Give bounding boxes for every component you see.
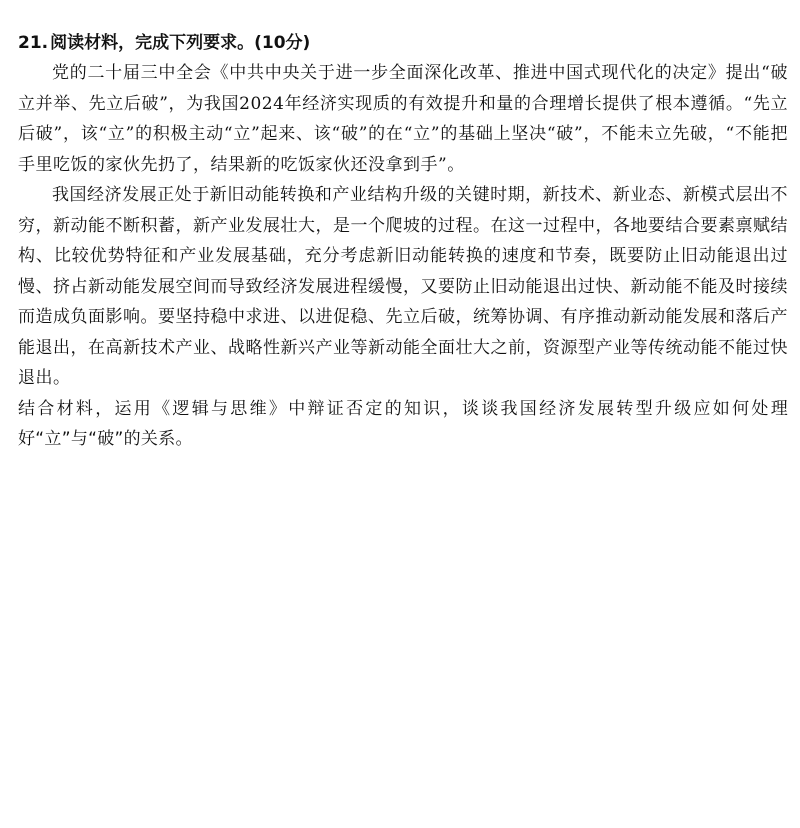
question-score: (10分) xyxy=(254,33,311,53)
exam-question xyxy=(18,28,788,455)
material-paragraph-1: 党的二十届三中全会《中共中央关于进一步全面深化改革、推进中国式现代化的决定》提出“破立并举、先立后破”，为我国2024年经济实现质的有效提升和量的合理增长提供了根本遵循。“先立后破”，该“立”的积极主动“立”起来、该“破”的在“立”的基础上坚决“破”，不能未立先破，“不能把手里吃饭的家伙先扔了，结果新的吃饭家伙还没拿到手”。 xyxy=(18,63,788,175)
question-instruction: 阅读材料，完成下列要求。 xyxy=(50,33,255,53)
question-header xyxy=(18,28,788,58)
question-number: 21. xyxy=(18,33,49,53)
material-paragraph-2: 我国经济发展正处于新旧动能转换和产业结构升级的关键时期，新技术、新业态、新模式层出不穷，新动能不断积蓄，新产业发展壮大，是一个爬坡的过程。在这一过程中，各地要结合要素禀赋结构、比较优势特征和产业发展基础，充分考虑新旧动能转换的速度和节奏，既要防止旧动能退出过慢、挤占新动能发展空间而导致经济发展进程缓慢，又要防止旧动能退出过快、新动能不能及时接续而造成负面影响。要坚持稳中求进、以进促稳、先立后破，统筹协调、有序推动新动能发展和落后产能退出，在高新技术产业、战略性新兴产业等新动能全面壮大之前，资源型产业等传统动能不能过快退出。 xyxy=(18,185,788,388)
question-prompt: 结合材料，运用《逻辑与思维》中辩证否定的知识，谈谈我国经济发展转型升级应如何处理好“立”与“破”的关系。 xyxy=(18,398,788,449)
